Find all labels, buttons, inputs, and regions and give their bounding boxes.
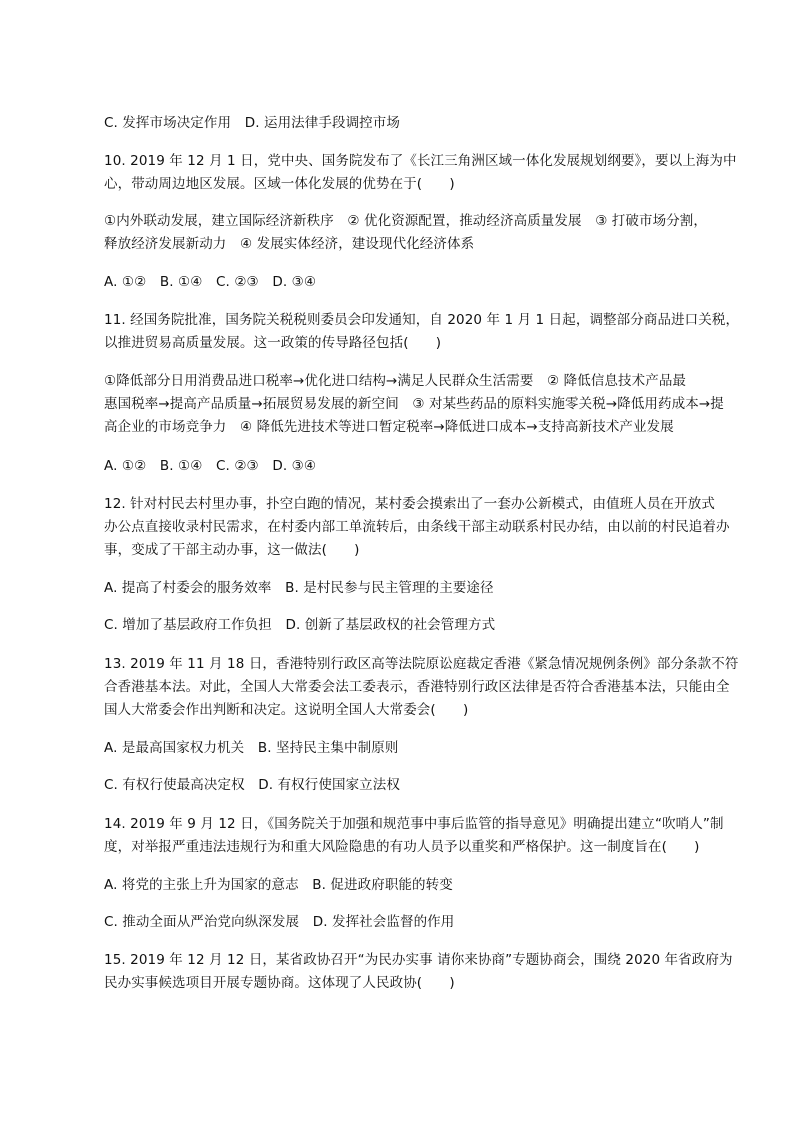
q11-stem-line1: 11. 经国务院批准，国务院关税税则委员会印发通知，自 2020 年 1 月 1 日起，调整部分商品进口关税， [104, 312, 740, 328]
q12-options-cd: C. 增加了基层政府工作负担 D. 创新了基层政权的社会管理方式 [104, 617, 496, 633]
q11-options: A. ①② B. ①④ C. ②③ D. ③④ [104, 458, 317, 474]
q14-stem-line1: 14. 2019 年 9 月 12 日，《国务院关于加强和规范事中事后监管的指导意见》明确提出建立“吹哨人”制 [104, 816, 724, 832]
q13-options-ab: A. 是最高国家权力机关 B. 坚持民主集中制原则 [104, 740, 399, 756]
q14-options-ab: A. 将党的主张上升为国家的意志 B. 促进政府职能的转变 [104, 877, 453, 893]
q12-stem-line3: 事，变成了干部主动办事，这一做法( ) [104, 542, 360, 558]
q11-items-line1: ①降低部分日用消费品进口税率→优化进口结构→满足人民群众生活需要 ② 降低信息技术产品最 [104, 373, 687, 389]
q11-items-line2: 惠国税率→提高产品质量→拓展贸易发展的新空间 ③ 对某些药品的原料实施零关税→降低用药成本→提 [104, 396, 724, 412]
q15-stem-line1: 15. 2019 年 12 月 12 日，某省政协召开“为民办实事 请你来协商”专题协商会，围绕 2020 年省政府为 [104, 952, 733, 968]
q12-stem-line1: 12. 针对村民去村里办事，扑空白跑的情况，某村委会摸索出了一套办公新模式，由值班人员在开放式 [104, 496, 715, 512]
q12-stem-line2: 办公点直接收录村民需求，在村委内部工单流转后，由条线干部主动联系村民办结，由以前的村民追着办 [104, 519, 730, 535]
q12-options-ab: A. 提高了村委会的服务效率 B. 是村民参与民主管理的主要途径 [104, 580, 494, 596]
q10-options: A. ①② B. ①④ C. ②③ D. ③④ [104, 274, 317, 290]
q10-stem-line1: 10. 2019 年 12 月 1 日，党中央、国务院发布了《长江三角洲区域一体化发展规划纲要》，要以上海为中 [104, 153, 737, 169]
q10-stem-line2: 心，带动周边地区发展。区域一体化发展的优势在于( ) [104, 176, 455, 192]
q11-items-line3: 高企业的市场竞争力 ④ 降低先进技术等进口暂定税率→降低进口成本→支持高新技术产业发展 [104, 419, 674, 435]
q11-stem-line2: 以推进贸易高质量发展。这一政策的传导路径包括( ) [104, 335, 442, 351]
q13-stem-line1: 13. 2019 年 11 月 18 日，香港特别行政区高等法院原讼庭裁定香港《紧急情况规例条例》部分条款不符 [104, 656, 739, 672]
q10-items-line1: ①内外联动发展，建立国际经济新秩序 ② 优化资源配置，推动经济高质量发展 ③ 打破市场分割， [104, 213, 707, 229]
q13-options-cd: C. 有权行使最高决定权 D. 有权行使国家立法权 [104, 777, 400, 793]
q9-options-cd: C. 发挥市场决定作用 D. 运用法律手段调控市场 [104, 115, 400, 131]
q10-items-line2: 释放经济发展新动力 ④ 发展实体经济，建设现代化经济体系 [104, 236, 475, 252]
q15-stem-line2: 民办实事候选项目开展专题协商。这体现了人民政协( ) [104, 975, 455, 991]
q14-stem-line2: 度，对举报严重违法违规行为和重大风险隐患的有功人员予以重奖和严格保护。这一制度旨在( ) [104, 839, 700, 855]
q13-stem-line3: 国人大常委会作出判断和决定。这说明全国人大常委会( ) [104, 702, 469, 718]
q13-stem-line2: 合香港基本法。对此，全国人大常委会法工委表示，香港特别行政区法律是否符合香港基本法，只能由全 [104, 679, 730, 695]
q14-options-cd: C. 推动全面从严治党向纵深发展 D. 发挥社会监督的作用 [104, 914, 455, 930]
